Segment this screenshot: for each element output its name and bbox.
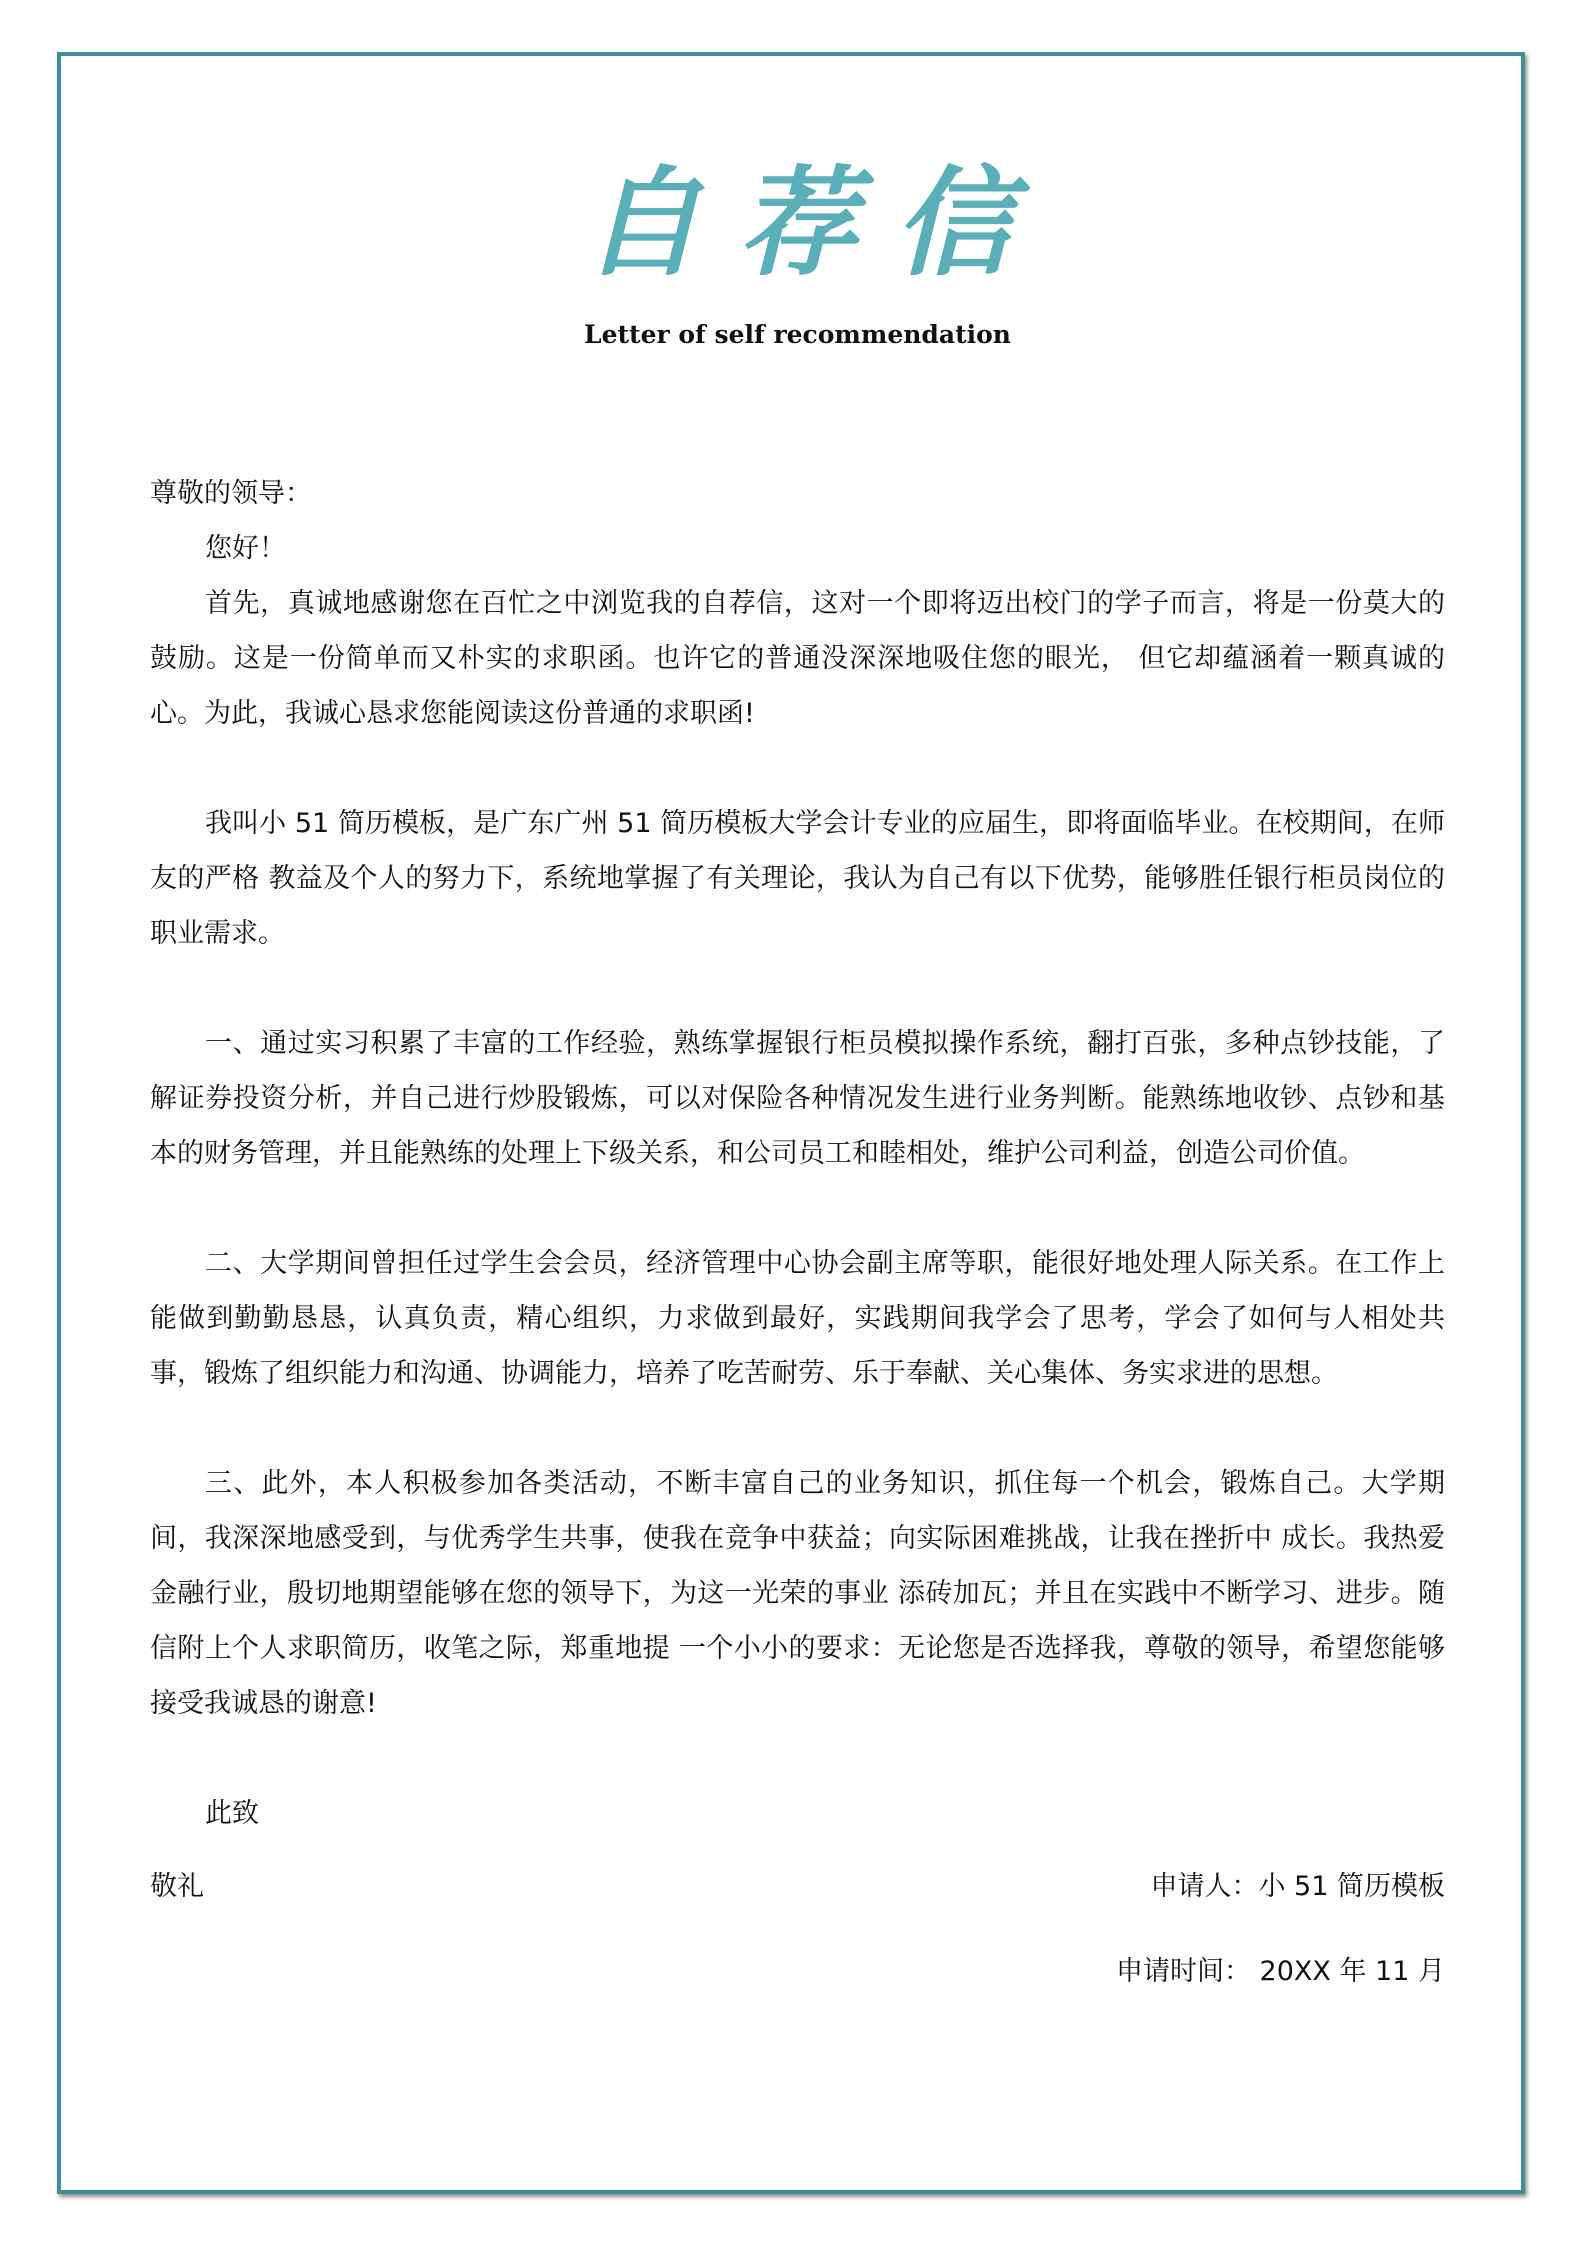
greeting: 您好！ [205,533,286,564]
paragraph-gap [150,741,1445,796]
closing-jingli: 敬礼 [150,1871,204,1902]
paragraph-self-intro: 我叫小 51 简历模板，是广东广州 51 简历模板大学会计专业的应届生，即将面临毕业。在校期间，在师友的严格 教益及个人的努力下，系统地掌握了有关理论，我认为自己有以下优势，能够胜任银行柜员岗位的职业需求。 [150,808,1445,949]
closing-cizhi: 此致 [205,1798,259,1829]
paragraph-gap [150,961,1445,1016]
page-title: 自荐信 [582,153,1051,292]
letter-page [150,150,1445,1999]
application-date: 申请时间： 20XX 年 11 月 [1115,1956,1445,1987]
paragraph-intro: 首先，真诚地感谢您在百忙之中浏览我的自荐信，这对一个即将迈出校门的学子而言，将是一份莫大的鼓励。这是一份简单而又朴实的求职函。也许它的普通没深深地吸住您的眼光， 但它却蕴涵着一颗真诚的心。为此，我诚心恳求您能阅读这份普通的求职函! [150,588,1445,729]
closing-row [150,1859,1445,1914]
paragraph-gap [150,1181,1445,1236]
paragraph-gap [150,1401,1445,1456]
page-subtitle: Letter of self recommendation [584,320,1011,349]
applicant-name: 申请人：小 51 简历模板 [1150,1871,1445,1902]
paragraph-point-three: 三、此外，本人积极参加各类活动，不断丰富自己的业务知识，抓住每一个机会，锻炼自己。大学期间，我深深地感受到，与优秀学生共事，使我在竞争中获益；向实际困难挑战，让我在挫折中 成长。我热爱金融行业，殷切地期望能够在您的领导下，为这一光荣的事业 添砖加瓦；并且在实践中不断学习、进步。随信附上个人求职简历，收笔之际，郑重地提 一个小小的要求：无论您是否选择我，尊敬的领导，希望您能够接受我诚恳的谢意! [150,1468,1445,1719]
salutation: 尊敬的领导： [150,478,312,509]
letter-body [150,466,1445,1999]
paragraph-point-two: 二、大学期间曾担任过学生会会员，经济管理中心协会副主席等职，能很好地处理人际关系。在工作上能做到勤勤恳恳，认真负责，精心组织，力求做到最好，实践期间我学会了思考，学会了如何与人相处共事，锻炼了组织能力和沟通、协调能力，培养了吃苦耐劳、乐于奉献、关心集体、务实求进的思想。 [150,1248,1445,1389]
paragraph-point-one: 一、通过实习积累了丰富的工作经验，熟练掌握银行柜员模拟操作系统，翻打百张，多种点钞技能，了解证券投资分析，并自己进行炒股锻炼，可以对保险各种情况发生进行业务判断。能熟练地收钞、点钞和基本的财务管理，并且能熟练的处理上下级关系，和公司员工和睦相处，维护公司利益，创造公司价值。 [150,1028,1445,1169]
